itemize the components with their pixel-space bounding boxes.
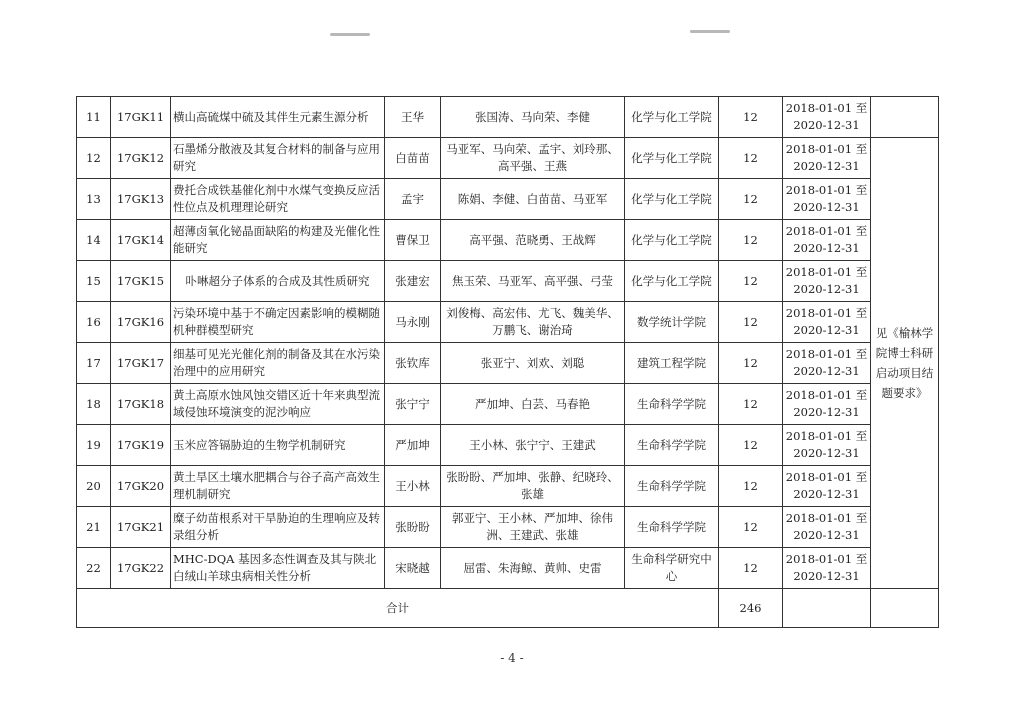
period-start: 2018-01-01 至 <box>785 306 868 320</box>
period-start: 2018-01-01 至 <box>785 265 868 279</box>
project-members: 屈雷、朱海鲸、黄帅、史雷 <box>441 548 625 589</box>
project-table <box>76 96 939 628</box>
project-leader: 张盼盼 <box>385 507 441 548</box>
project-title: 污染环境中基于不确定因素影响的模糊随机种群模型研究 <box>171 302 385 343</box>
period-end: 2020-12-31 <box>793 118 860 132</box>
project-amount: 12 <box>719 138 783 179</box>
period-start: 2018-01-01 至 <box>785 347 868 361</box>
project-period <box>783 179 871 220</box>
scan-artifact <box>330 33 370 36</box>
project-code: 17GK13 <box>111 179 171 220</box>
project-period <box>783 384 871 425</box>
project-title: 细基可见光光催化剂的制备及其在水污染治理中的应用研究 <box>171 343 385 384</box>
row-number: 22 <box>77 548 111 589</box>
period-start: 2018-01-01 至 <box>785 183 868 197</box>
project-title: 超薄卤氧化铋晶面缺陷的构建及光催化性能研究 <box>171 220 385 261</box>
period-end: 2020-12-31 <box>793 282 860 296</box>
project-college: 建筑工程学院 <box>625 343 719 384</box>
page-number: - 4 - <box>500 651 524 665</box>
project-amount: 12 <box>719 507 783 548</box>
project-college: 化学与化工学院 <box>625 179 719 220</box>
project-members: 张亚宁、刘欢、刘聪 <box>441 343 625 384</box>
project-code: 17GK22 <box>111 548 171 589</box>
project-leader: 孟宇 <box>385 179 441 220</box>
project-amount: 12 <box>719 220 783 261</box>
row-number: 18 <box>77 384 111 425</box>
row-number: 16 <box>77 302 111 343</box>
row-number: 14 <box>77 220 111 261</box>
period-end: 2020-12-31 <box>793 487 860 501</box>
project-title: 黄土高原水蚀风蚀交错区近十年来典型流域侵蚀环境演变的泥沙响应 <box>171 384 385 425</box>
project-leader: 张钦库 <box>385 343 441 384</box>
total-remark-empty <box>871 589 939 628</box>
project-code: 17GK11 <box>111 97 171 138</box>
project-members: 刘俊梅、高宏伟、尤飞、魏美华、万鹏飞、谢治琦 <box>441 302 625 343</box>
project-leader: 曹保卫 <box>385 220 441 261</box>
project-period <box>783 343 871 384</box>
project-college: 生命科学学院 <box>625 384 719 425</box>
project-college: 化学与化工学院 <box>625 220 719 261</box>
project-members: 高平强、范晓勇、王战辉 <box>441 220 625 261</box>
project-amount: 12 <box>719 97 783 138</box>
project-code: 17GK15 <box>111 261 171 302</box>
period-end: 2020-12-31 <box>793 323 860 337</box>
project-amount: 12 <box>719 548 783 589</box>
project-leader: 宋晓越 <box>385 548 441 589</box>
project-title: 费托合成铁基催化剂中水煤气变换反应活性位点及机理理论研究 <box>171 179 385 220</box>
period-end: 2020-12-31 <box>793 446 860 460</box>
period-end: 2020-12-31 <box>793 159 860 173</box>
row-number: 13 <box>77 179 111 220</box>
total-period-empty <box>783 589 871 628</box>
project-code: 17GK14 <box>111 220 171 261</box>
project-title: 卟啉超分子体系的合成及其性质研究 <box>171 261 385 302</box>
table-row <box>77 466 939 507</box>
period-start: 2018-01-01 至 <box>785 470 868 484</box>
project-code: 17GK16 <box>111 302 171 343</box>
project-code: 17GK12 <box>111 138 171 179</box>
project-amount: 12 <box>719 466 783 507</box>
period-end: 2020-12-31 <box>793 528 860 542</box>
project-members: 焦玉荣、马亚军、高平强、弓莹 <box>441 261 625 302</box>
project-title: 糜子幼苗根系对干旱胁迫的生理响应及转录组分析 <box>171 507 385 548</box>
project-leader: 王华 <box>385 97 441 138</box>
project-period <box>783 261 871 302</box>
total-amount: 246 <box>719 589 783 628</box>
project-leader: 严加坤 <box>385 425 441 466</box>
project-period <box>783 507 871 548</box>
table-row <box>77 97 939 138</box>
total-label: 合计 <box>77 589 719 628</box>
period-end: 2020-12-31 <box>793 364 860 378</box>
row-number: 19 <box>77 425 111 466</box>
table-row <box>77 138 939 179</box>
row-number: 17 <box>77 343 111 384</box>
project-code: 17GK19 <box>111 425 171 466</box>
period-start: 2018-01-01 至 <box>785 552 868 566</box>
table-row <box>77 343 939 384</box>
table-row <box>77 261 939 302</box>
project-members: 马亚军、马向荣、孟宇、刘玲那、高平强、王燕 <box>441 138 625 179</box>
scan-artifact <box>690 30 730 33</box>
project-title: 玉米应答镉胁迫的生物学机制研究 <box>171 425 385 466</box>
project-college: 数学统计学院 <box>625 302 719 343</box>
project-title: 横山高硫煤中硫及其伴生元素生源分析 <box>171 97 385 138</box>
project-period <box>783 220 871 261</box>
project-leader: 白苗苗 <box>385 138 441 179</box>
row-number: 20 <box>77 466 111 507</box>
project-code: 17GK18 <box>111 384 171 425</box>
project-code: 17GK17 <box>111 343 171 384</box>
project-title: MHC-DQA 基因多态性调查及其与陕北白绒山羊球虫病相关性分析 <box>171 548 385 589</box>
project-code: 17GK20 <box>111 466 171 507</box>
project-members: 郭亚宁、王小林、严加坤、徐伟洲、王建武、张雄 <box>441 507 625 548</box>
period-start: 2018-01-01 至 <box>785 142 868 156</box>
project-college: 生命科学研究中心 <box>625 548 719 589</box>
table-row <box>77 507 939 548</box>
row-number: 11 <box>77 97 111 138</box>
project-college: 生命科学学院 <box>625 466 719 507</box>
project-amount: 12 <box>719 343 783 384</box>
project-leader: 张建宏 <box>385 261 441 302</box>
project-period <box>783 548 871 589</box>
table-row <box>77 548 939 589</box>
remark-cell-empty <box>871 97 939 138</box>
total-row <box>77 589 939 628</box>
project-amount: 12 <box>719 384 783 425</box>
project-members: 严加坤、白芸、马春艳 <box>441 384 625 425</box>
project-amount: 12 <box>719 179 783 220</box>
row-number: 21 <box>77 507 111 548</box>
project-college: 化学与化工学院 <box>625 97 719 138</box>
table-row <box>77 302 939 343</box>
row-number: 15 <box>77 261 111 302</box>
table-row <box>77 425 939 466</box>
remark-note: 见《榆林学院博士科研启动项目结题要求》 <box>871 138 939 589</box>
project-title: 黄土旱区土壤水肥耦合与谷子高产高效生理机制研究 <box>171 466 385 507</box>
period-start: 2018-01-01 至 <box>785 429 868 443</box>
row-number: 12 <box>77 138 111 179</box>
project-title: 石墨烯分散液及其复合材料的制备与应用研究 <box>171 138 385 179</box>
project-leader: 王小林 <box>385 466 441 507</box>
project-members: 张国涛、马向荣、李健 <box>441 97 625 138</box>
project-members: 陈娟、李健、白苗苗、马亚军 <box>441 179 625 220</box>
period-end: 2020-12-31 <box>793 241 860 255</box>
project-college: 生命科学学院 <box>625 507 719 548</box>
project-leader: 张宁宁 <box>385 384 441 425</box>
period-end: 2020-12-31 <box>793 405 860 419</box>
project-leader: 马永刚 <box>385 302 441 343</box>
period-start: 2018-01-01 至 <box>785 224 868 238</box>
project-period <box>783 466 871 507</box>
table-row <box>77 384 939 425</box>
project-college: 化学与化工学院 <box>625 138 719 179</box>
project-amount: 12 <box>719 261 783 302</box>
project-members: 张盼盼、严加坤、张静、纪晓玲、张雄 <box>441 466 625 507</box>
project-amount: 12 <box>719 302 783 343</box>
period-start: 2018-01-01 至 <box>785 101 868 115</box>
project-college: 生命科学学院 <box>625 425 719 466</box>
project-period <box>783 138 871 179</box>
project-amount: 12 <box>719 425 783 466</box>
period-end: 2020-12-31 <box>793 200 860 214</box>
table-body <box>77 97 939 628</box>
project-period <box>783 302 871 343</box>
period-start: 2018-01-01 至 <box>785 511 868 525</box>
period-end: 2020-12-31 <box>793 569 860 583</box>
table-row <box>77 220 939 261</box>
project-period <box>783 97 871 138</box>
table-row <box>77 179 939 220</box>
project-members: 王小林、张宁宁、王建武 <box>441 425 625 466</box>
project-college: 化学与化工学院 <box>625 261 719 302</box>
project-period <box>783 425 871 466</box>
project-code: 17GK21 <box>111 507 171 548</box>
period-start: 2018-01-01 至 <box>785 388 868 402</box>
